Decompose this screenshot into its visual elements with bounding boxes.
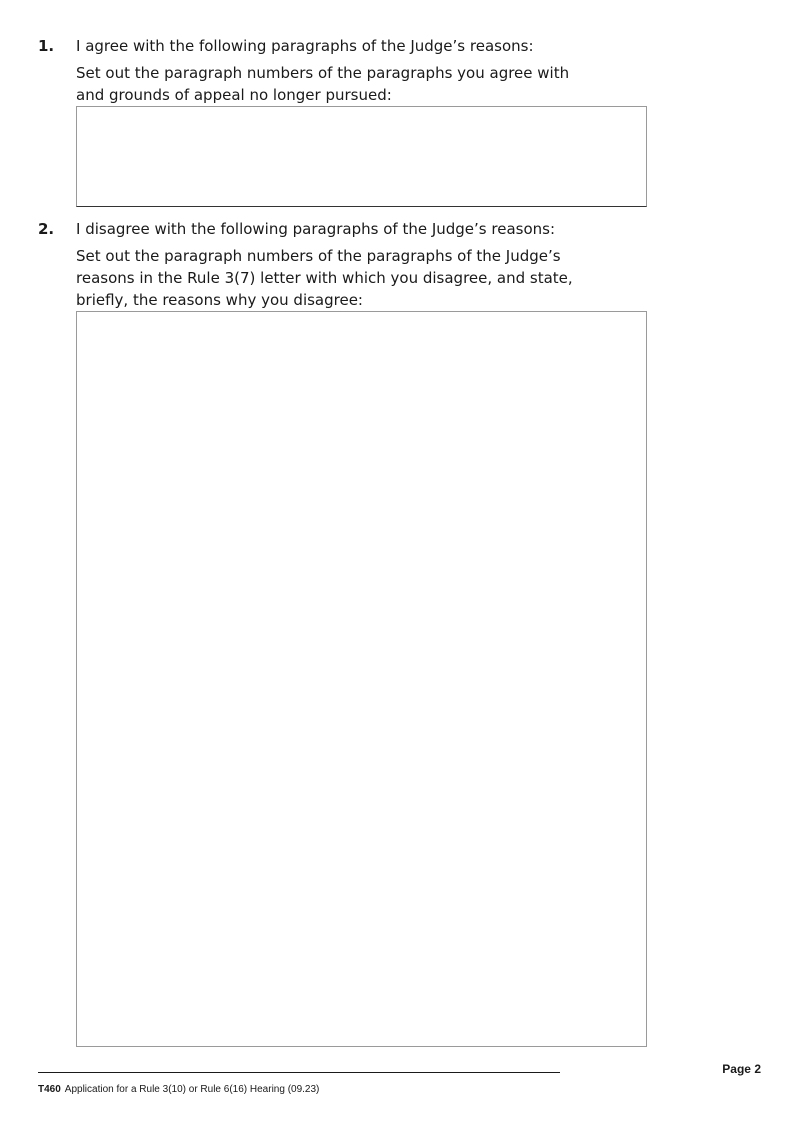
question-1-instruction-line: and grounds of appeal no longer pursued: [76,86,392,104]
question-1-instruction [76,62,596,106]
question-2-instruction-line: Set out the paragraph numbers of the paragraphs of the Judge’s [76,247,561,265]
agree-paragraphs-field[interactable] [76,106,647,207]
form-title: Application for a Rule 3(10) or Rule 6(16) Hearing (09.23) [64,1084,320,1095]
question-2-instruction [76,245,596,311]
question-1-title: I agree with the following paragraphs of the Judge’s reasons: [76,37,534,55]
question-2-title: I disagree with the following paragraphs of the Judge’s reasons: [76,220,556,238]
question-2-instruction-line: reasons in the Rule 3(7) letter with which you disagree, and state, [76,269,573,287]
page-number: Page 2 [722,1062,761,1076]
footer-divider [38,1072,560,1073]
form-reference [38,1084,319,1095]
question-2-instruction-line: briefly, the reasons why you disagree: [76,291,363,309]
question-2-number: 2. [38,220,55,238]
question-1-instruction-line: Set out the paragraph numbers of the paragraphs you agree with [76,64,570,82]
question-1-number: 1. [38,37,55,55]
disagree-paragraphs-field[interactable] [76,311,647,1047]
form-code: T460 [38,1084,61,1095]
